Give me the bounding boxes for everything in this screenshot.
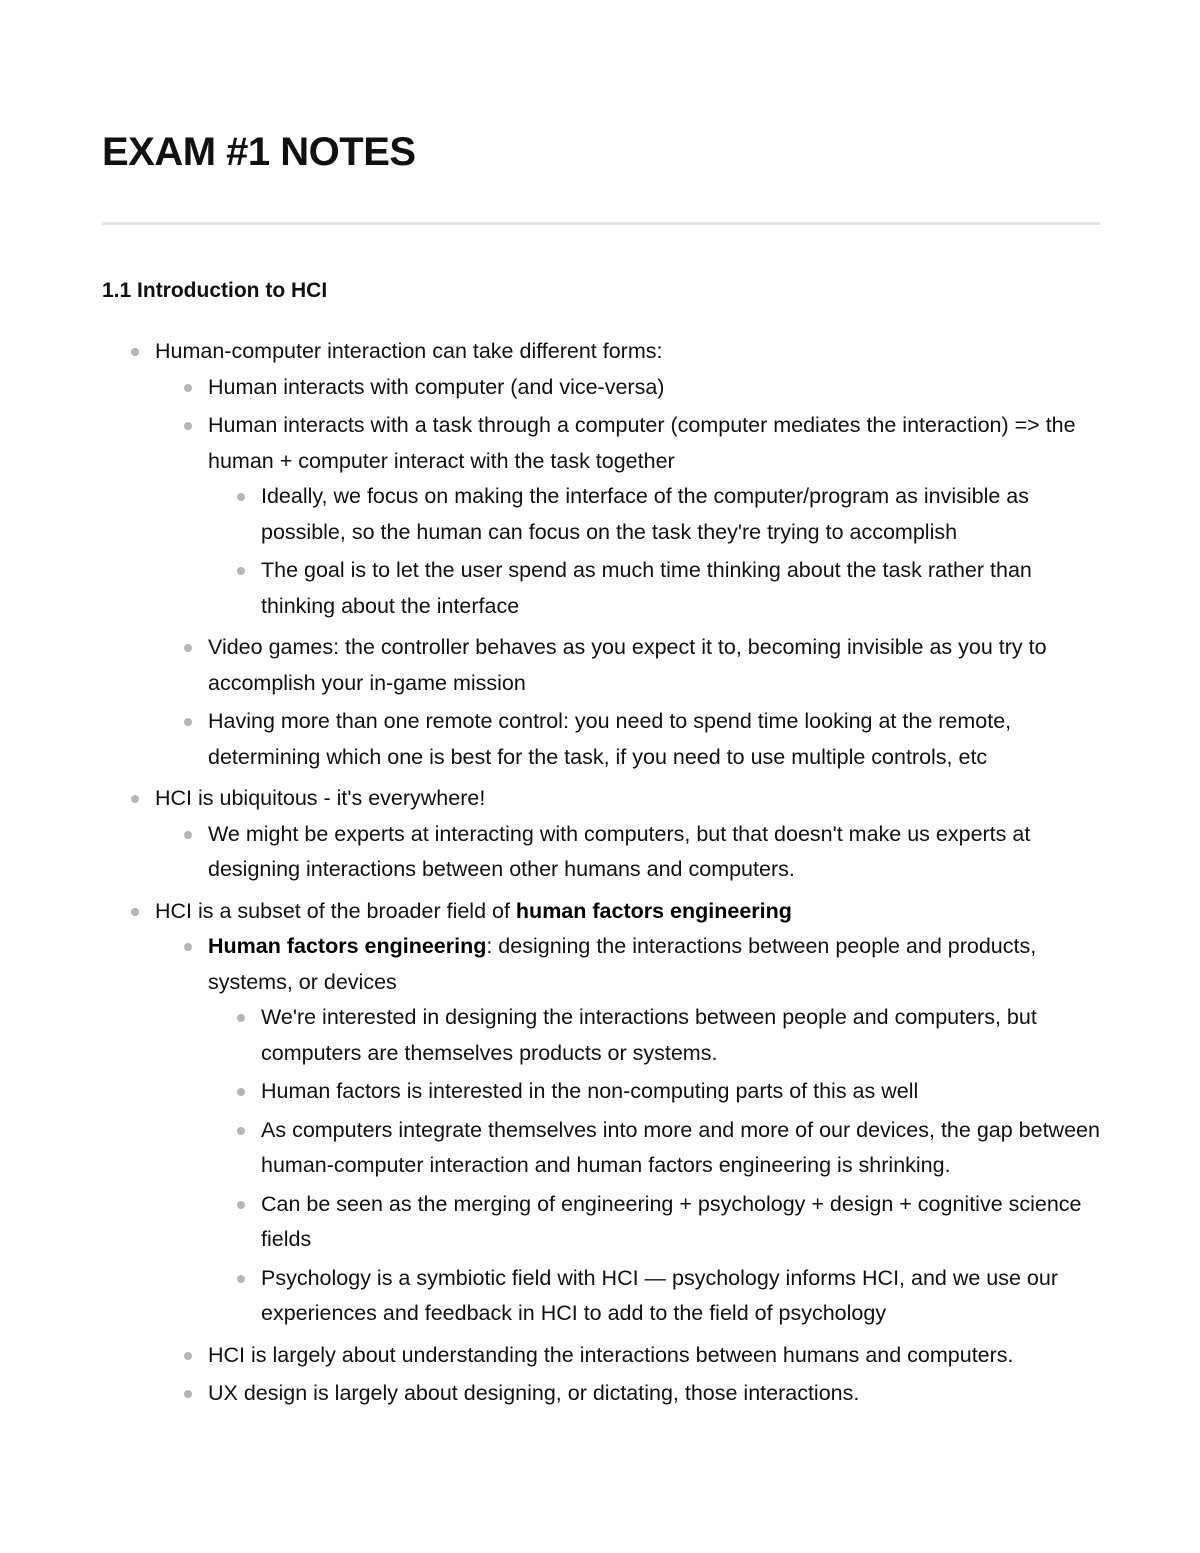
list-item-text: Video games: the controller behaves as you expect it to, becoming invisible as you try to accomplish your in-game mission [208, 635, 1047, 695]
list-item [102, 334, 1100, 781]
bullet-icon [131, 908, 139, 916]
list-item [208, 553, 1100, 627]
bullet-icon [184, 1390, 192, 1398]
list-item-text: Human factors is interested in the non-computing parts of this as well [261, 1079, 919, 1103]
list-item-text: UX design is largely about designing, or dictating, those interactions. [208, 1381, 860, 1405]
bullet-icon [237, 1088, 245, 1096]
bullet-icon [184, 718, 192, 726]
list-item-text: Having more than one remote control: you need to spend time looking at the remote, determining which one is best for the task, if you need to use multiple controls, etc [208, 709, 1012, 769]
list-item-text: As computers integrate themselves into more and more of our devices, the gap between human-computer interaction and human factors engineering is shrinking. [261, 1117, 1100, 1177]
list-item-text: Can be seen as the merging of engineering + psychology + design + cognitive science fields [261, 1191, 1082, 1251]
bullet-icon [184, 831, 192, 839]
list-item-text: Psychology is a symbiotic field with HCI — psychology informs HCI, and we use our experiences and feedback in HCI to add to the field of psychology [261, 1265, 1059, 1325]
list-item [155, 630, 1100, 704]
horizontal-divider [102, 222, 1100, 225]
bullet-icon [131, 795, 139, 803]
bullet-icon [184, 644, 192, 652]
bullet-list-level-2 [155, 370, 1100, 779]
list-item [155, 929, 1100, 1338]
list-item-text: HCI is largely about understanding the interactions between humans and computers. [208, 1342, 1014, 1367]
list-item [102, 781, 1100, 894]
bold-term: Human factors engineering [208, 934, 487, 958]
list-item [155, 1338, 1100, 1377]
bullet-icon [184, 384, 192, 392]
list-item [155, 408, 1100, 630]
bullet-icon [184, 422, 192, 430]
list-item-text-part: : designing the interactions between people and products, systems, or devices [208, 934, 1037, 994]
list-item [208, 1261, 1100, 1335]
list-item-text: Human interacts with computer (and vice-versa) [208, 374, 665, 399]
page-title: EXAM #1 NOTES [102, 130, 416, 174]
list-item-text-part: HCI is a subset of the broader field of [155, 898, 516, 923]
bullet-icon [237, 1201, 245, 1209]
notes-outline [102, 334, 1100, 1418]
list-item [155, 1376, 1100, 1415]
list-item-text: We're interested in designing the interactions between people and computers, but computers are themselves products or systems. [261, 1005, 1037, 1065]
list-item-text: Human-computer interaction can take different forms: [155, 339, 663, 363]
bullet-icon [237, 567, 245, 575]
bullet-list-level-3 [208, 1000, 1100, 1335]
list-item [208, 1000, 1100, 1074]
bullet-list-level-2 [155, 817, 1100, 891]
list-item [155, 817, 1100, 891]
bullet-list-level-1 [102, 334, 1100, 1418]
section-heading: 1.1 Introduction to HCI [102, 279, 328, 302]
bullet-icon [237, 493, 245, 501]
bold-term: human factors engineering [515, 898, 792, 923]
list-item [155, 704, 1100, 778]
bullet-icon [131, 348, 139, 356]
bullet-icon [237, 1014, 245, 1022]
bullet-icon [184, 943, 192, 951]
list-item-text: HCI is ubiquitous - it's everywhere! [155, 786, 486, 810]
bullet-icon [237, 1127, 245, 1135]
list-item-text: We might be experts at interacting with computers, but that doesn't make us experts at designing interactions between other humans and computers. [208, 821, 1031, 881]
list-item [208, 1113, 1100, 1187]
bullet-list-level-3 [208, 479, 1100, 627]
list-item-text [155, 894, 1100, 930]
bullet-icon [184, 1352, 192, 1360]
list-item [155, 370, 1100, 409]
bullet-list-level-2 [155, 929, 1100, 1415]
list-item-text: The goal is to let the user spend as much time thinking about the task rather than thinking about the interface [261, 558, 1032, 618]
bullet-icon [237, 1275, 245, 1283]
list-item [208, 479, 1100, 553]
list-item-text: Human interacts with a task through a computer (computer mediates the interaction) => the human + computer interact with the task together [208, 413, 1076, 473]
list-item-text [208, 929, 1100, 1000]
list-item [208, 1074, 1100, 1113]
list-item-text: Ideally, we focus on making the interface of the computer/program as invisible as possible, so the human can focus on the task they're trying to accomplish [261, 484, 1030, 544]
list-item [208, 1187, 1100, 1261]
list-item [102, 894, 1100, 1418]
